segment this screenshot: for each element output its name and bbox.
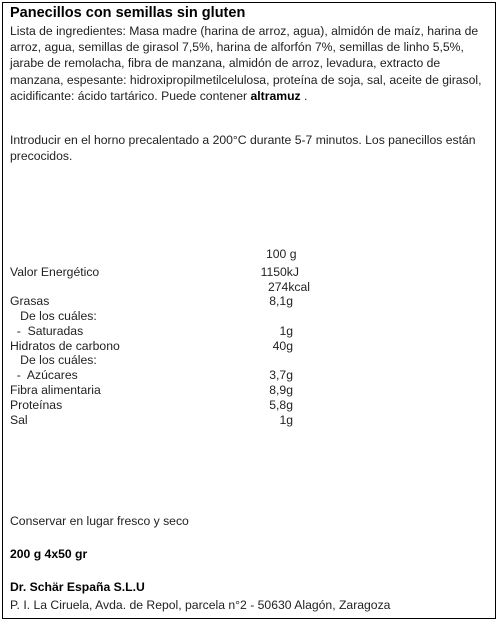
ingredients-end: . — [300, 88, 308, 103]
nutrient-label: Hidratos de carbono — [10, 339, 120, 353]
nutrient-value: 1g — [279, 413, 293, 427]
nutrition-row — [3, 279, 497, 294]
nutrient-label: Grasas — [10, 294, 50, 308]
nutrient-value: 1g — [279, 324, 293, 338]
net-weight: 200 g 4x50 gr — [10, 547, 88, 561]
nutrient-value: 8,1g — [269, 294, 293, 308]
nutrient-value: 3,7g — [269, 368, 293, 382]
nutrient-value: 40g — [272, 339, 293, 353]
manufacturer-name: Dr. Schär España S.L.U — [10, 580, 145, 594]
nutrition-row — [3, 352, 497, 367]
cooking-instructions: Introducir en el horno precalentado a 200°C durante 5-7 minutos. Los panecillos están precocidos. — [10, 133, 476, 164]
nutrition-row — [3, 264, 497, 279]
nutrition-row — [3, 293, 497, 308]
nutrient-label: Sal — [10, 413, 28, 427]
nutrition-row — [3, 397, 497, 412]
nutrition-row — [3, 367, 497, 382]
nutrient-label: De los cuáles: — [10, 309, 97, 323]
nutrient-label: - Azúcares — [10, 368, 78, 382]
nutrient-label: - Saturadas — [10, 324, 84, 338]
product-title: Panecillos con semillas sin gluten — [10, 5, 246, 21]
nutrient-value: 5,8g — [269, 398, 293, 412]
nutrient-label: De los cuáles: — [10, 353, 97, 367]
storage-instructions: Conservar en lugar fresco y seco — [10, 514, 189, 528]
nutrition-header: 100 g — [266, 247, 297, 261]
nutrient-label: Fibra alimentaria — [10, 383, 101, 397]
nutrient-value: 1150kJ — [260, 265, 299, 279]
allergen-warning: altramuz — [250, 88, 301, 103]
nutrition-row — [3, 308, 497, 323]
nutrient-label: Valor Energético — [10, 265, 100, 279]
nutrition-row — [3, 412, 497, 427]
ingredients-text: Lista de ingredientes: Masa madre (harina de arroz, agua), almidón de maíz, harina de arroz, agua, semillas de girasol 7,5%, harina de alforfón 7%, semillas de linho 5,5%, jarabe de remolacha, fibra de manzana, almidón de arroz, levadura, extracto de manzana, espesante: hidroxipropilmetilcelulosa, proteína de soja, sal, aceite de girasol, acidificante: ácido tartárico. Puede contener — [10, 24, 482, 103]
ingredients-list — [10, 23, 494, 104]
nutrition-row — [3, 323, 497, 338]
nutrition-row — [3, 338, 497, 353]
nutrition-row — [3, 382, 497, 397]
nutrient-label: Proteínas — [10, 398, 63, 412]
nutrient-value: 8,9g — [269, 383, 293, 397]
nutrient-value: 274kcal — [267, 280, 310, 294]
product-label — [2, 2, 496, 619]
manufacturer-address: P. I. La Ciruela, Avda. de Repol, parcela n°2 - 50630 Alagón, Zaragoza — [10, 598, 391, 612]
